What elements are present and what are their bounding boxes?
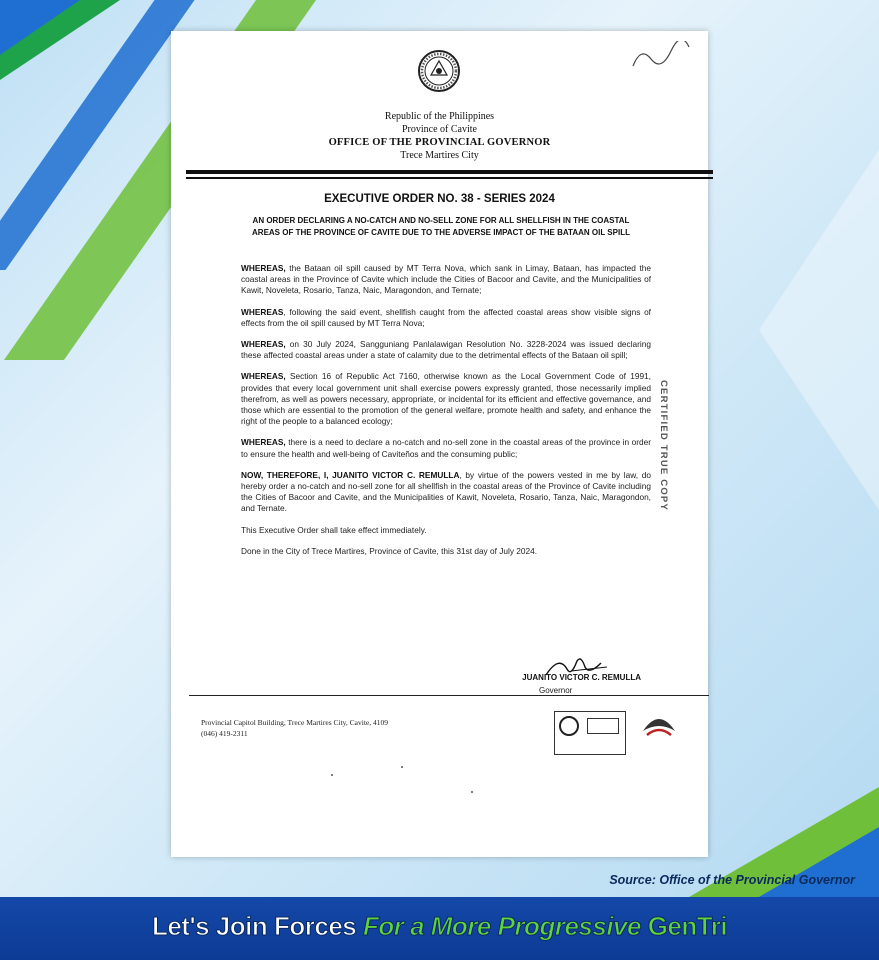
letterhead-country: Republic of the Philippines [384,111,495,122]
scan-speck [401,766,403,768]
paragraph: WHEREAS, Section 16 of Republic Act 7160, otherwise known as the Local Government Code of 1991, provides that every local government unit shall exercise powers expressly granted, those necessarily implied therefrom, as well as powers necessary, appropriate, or incidental for its efficient and effective governance, and those which are essential to the promotion of the general welfare, promote health and safety, and enhance the right of the people to a balanced ecology; [241,371,651,427]
certification-logo-box [587,718,619,734]
certification-ring-icon [559,716,579,736]
footer-contact [201,717,388,739]
bg-triangle [759,150,879,510]
scan-speck [331,774,333,776]
bg-corner-blue [0,0,80,55]
letterhead-province: Province of Cavite [402,124,477,135]
document-page [171,31,708,857]
order-subtitle: AN ORDER DECLARING A NO-CATCH AND NO-SELL ZONE FOR ALL SHELLFISH IN THE COASTAL AREAS OF THE PROVINCE OF CAVITE DUE TO THE ADVERSE IMPACT OF THE BATAAN OIL SPILL [252,216,630,237]
order-body [241,263,651,567]
footer-address: Provincial Capitol Building, Trece Martires City, Cavite, 4109 [201,718,388,727]
paragraph: WHEREAS, the Bataan oil spill caused by MT Terra Nova, which sank in Limay, Bataan, has impacted the coastal areas in the Province of Cavite which include the Cities of Bacoor and Cavite, and the Municipalities of Kawit, Noveleta, Rosario, Tanza, Naic, Maragondon, and Ternate; [241,263,651,296]
footer-rule [189,695,709,696]
provincial-seal-icon [417,49,461,93]
certified-true-copy-stamp: CERTIFIED TRUE COPY [658,380,669,512]
slogan-text [0,911,879,942]
paragraph: WHEREAS, following the said event, shellfish caught from the affected coastal areas show visible signs of effects from the oil spill caused by MT Terra Nova; [241,306,651,328]
bagong-pilipinas-logo-icon [639,711,679,741]
slogan-part-2: For a More Progressive [362,911,648,941]
signatory-name: JUANITO VICTOR C. REMULLA [522,673,641,682]
slogan-banner [0,897,879,960]
paragraph: WHEREAS, on 30 July 2024, Sangguniang Panlalawigan Resolution No. 3228-2024 was issued declaring these affected coastal areas under a state of calamity due to the detrimental effects of the Bataan oil spill; [241,339,651,361]
scan-speck [471,791,473,793]
paragraph: NOW, THEREFORE, I, JUANITO VICTOR C. REMULLA, by virtue of the powers vested in me by law, do hereby order a no-catch and no-sell zone for all shellfish in the coastal areas of the Province of Cavite including the Cities of Bacoor and Cavite, and the Municipalities of Kawit, Noveleta, Rosario, Tanza, Naic, Maragondon, and Ternate. [241,469,651,514]
letterhead-city: Trece Martires City [400,150,479,161]
source-credit: Source: Office of the Provincial Governor [609,873,855,887]
signatory-title: Governor [539,686,573,695]
paragraph: Done in the City of Trece Martires, Province of Cavite, this 31st day of July 2024. [241,545,538,556]
paragraph: WHEREAS, there is a need to declare a no-catch and no-sell zone in the coastal areas of the province in order to ensure the health and well-being of Caviteños and the consuming public; [241,437,651,459]
header-rule-thick [186,170,713,174]
iso-certification-badge [554,711,626,755]
slogan-part-1: Let's Join Forces [151,911,363,941]
footer-phone: (046) 419-2311 [201,729,248,738]
letterhead-office: OFFICE OF THE PROVINCIAL GOVERNOR [328,137,551,148]
handwritten-mark [631,41,691,71]
slogan-part-3: GenTri [647,911,728,941]
order-title: EXECUTIVE ORDER NO. 38 - SERIES 2024 [324,193,555,205]
paragraph: This Executive Order shall take effect immediately. [241,524,427,535]
header-rule-thin [186,177,713,179]
